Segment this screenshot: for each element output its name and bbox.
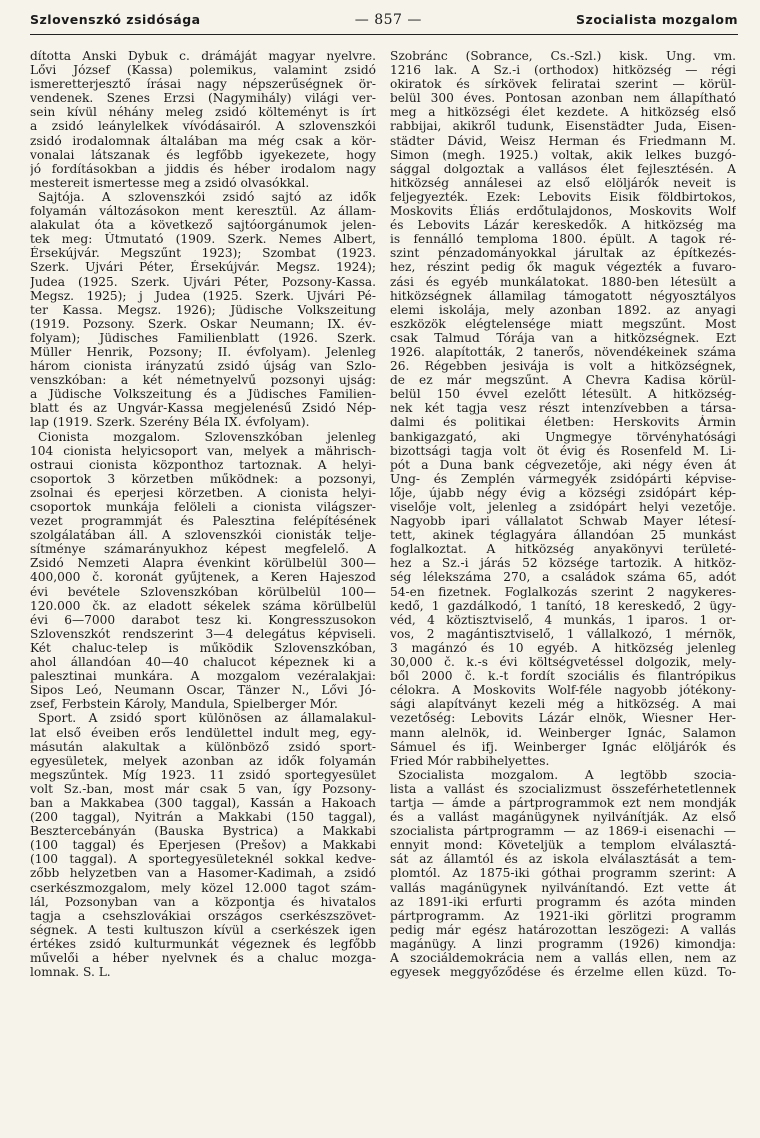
text-line: feljegyezték. Ezek: Lebovits Eisik földbirtokos,	[390, 189, 736, 204]
text-line: ségnek. A testi kultuszon kívül a cserkészek igen	[30, 922, 376, 937]
text-line: Judea (1925. Szerk. Ujvári Péter, Pozsony-Kassa.	[30, 274, 376, 289]
text-line: sági alapítványt kezeli még a hitközség. A mai	[390, 697, 736, 712]
text-line: tagja a csehszlovákiai országos cserkészszövet-	[30, 908, 376, 923]
text-line: zsolnai és eperjesi körzetben. A cionista helyi-	[30, 485, 376, 500]
text-line: Szerk. Ujvári Péter, Érsekújvár. Megsz. 1924);	[30, 260, 376, 275]
text-line: Moskovits Éliás erdőtulajdonos, Moskovits Wolf	[390, 204, 736, 219]
text-line: 400,000 č. koronát gyűjtenek, a Keren Hajeszod	[30, 570, 376, 585]
text-line: véd, 4 köztisztviselő, 4 munkás, 1 iparos. 1 or-	[390, 612, 736, 627]
text-line: ből 2000 č. k.-t fordít szociális és filantrópikus	[390, 669, 736, 684]
text-line: is fennálló temploma 1800. épült. A tagok ré-	[390, 232, 736, 247]
text-line: kedő, 1 gazdálkodó, 1 tanító, 18 kereskedő, 2 ügy-	[390, 598, 736, 613]
text-line: ismeretterjesztő írásai nagy népszerűségnek ör-	[30, 77, 376, 92]
text-line: Lővi József (Kassa) polemikus, valamint zsidó	[30, 63, 376, 78]
text-line: Cionista mozgalom. Szlovenszkóban jelenleg	[38, 429, 376, 444]
text-line: vezet programmját és Palesztina felépítésének	[30, 514, 376, 529]
text-line: és a vallást magánügynek nyilvánítják. Az első	[390, 810, 736, 825]
text-line: ban a Makkabea (300 taggal), Kassán a Hakoach	[30, 795, 376, 810]
text-line: foglalkoztat. A hitközség anyakönyvi területé-	[390, 542, 736, 557]
text-line: lál, Pozsonyban van a központja és hivatalos	[30, 894, 376, 909]
text-line: egyesek meggyőződése és érzelme ellen küzd. To-	[390, 965, 736, 980]
text-line: hez a Sz.-i járás 52 községe tartozik. A hitköz-	[390, 556, 736, 571]
text-line: vos, 2 magántisztviselő, 1 vállalkozó, 1 mérnök,	[390, 626, 736, 641]
text-line: Megsz. 1925); j Judea (1925. Szerk. Ujvári Pé-	[30, 288, 376, 303]
text-line: sággal dolgoztak a vallásos élet fejlesztésén. A	[390, 161, 736, 176]
text-line: ahol állandóan 40—40 chalucot képeznek ki a	[30, 655, 376, 670]
text-line: magánügy. A linzi programm (1926) kimondja:	[390, 936, 736, 951]
text-line: 54-en fizetnek. Foglalkozás szerint 2 nagykeres-	[390, 584, 736, 599]
text-line: évi 6—7000 darabot tesz ki. Kongresszusokon	[30, 612, 376, 627]
text-line: Sport. A zsidó sport különösen az államalakul-	[38, 711, 376, 726]
text-line: évi bevétele Szlovenszkóban körülbelül 100—	[30, 584, 376, 599]
text-line: 3 magánzó és 10 egyéb. A hitközség jelenleg	[390, 640, 736, 655]
text-line: nek két tagja vesz részt intenzívebben a társa-	[390, 401, 736, 416]
text-line: tartja — ámde a pártprogrammok ezt nem mondják	[390, 795, 736, 810]
text-line: szint pénzadományokkal járultak az építkezés-	[390, 246, 736, 261]
text-line: okiratok és sírkövek feliratai szerint — körül-	[390, 77, 736, 92]
text-line: cserkészmozgalom, mely közel 12.000 tagot szám-	[30, 880, 376, 895]
text-line: másután alakultak a különböző zsidó sport-	[30, 739, 376, 754]
text-line: hitközség annálesei az első elöljárók neveit is	[390, 175, 736, 190]
text-line: lomnak. S. L.	[30, 965, 111, 980]
text-line: ter Kassa. Megsz. 1926); Jüdische Volkszeitung	[30, 302, 376, 317]
text-line: Besztercebányán (Bauska Bystrica) a Makkabi	[30, 824, 376, 839]
text-line: vallás magánügynek nyilvánítandó. Ezt vette át	[390, 880, 736, 895]
text-line: tek meg: Útmutató (1909. Szerk. Nemes Albert,	[30, 232, 376, 247]
text-line: 120.000 čk. az eladott sékelek száma körülbelül	[30, 598, 376, 613]
text-line: sein kívül néhány meleg zsidó költeményt is írt	[30, 105, 376, 120]
text-line: städter Dávid, Weisz Herman és Friedmann M.	[390, 133, 736, 148]
text-line: vezetőség: Lebovits Lázár elnök, Wiesner Her-	[390, 711, 736, 726]
header-right-title: Szocialista mozgalom	[576, 12, 738, 27]
text-line: de ez már megszűnt. A Chevra Kadisa körül-	[390, 373, 736, 388]
text-line: tett, akinek téglagyára állandóan 25 munkást	[390, 528, 736, 543]
right-column	[390, 49, 736, 979]
text-line: A szociáldemokrácia nem a vallás ellen, nem az	[390, 951, 736, 965]
text-line: sát az államtól és az iskola elválasztását a tem-	[390, 852, 736, 867]
text-line: Sámuel és ifj. Weinberger Ignác elöljárók és	[390, 739, 736, 754]
text-line: és Lebovits Lázár kereskedők. A hitközség ma	[390, 218, 736, 233]
text-line: dalmi és politikai életben: Herskovits Ármin	[390, 415, 736, 430]
text-line: eszközök elégtelensége miatt megszűnt. Most	[390, 316, 736, 331]
text-line: Fried Mór rabbihelyettes.	[390, 753, 550, 768]
text-line: (200 taggal), Nyitrán a Makkabi (150 taggal),	[30, 810, 376, 825]
text-line: mann alelnök, id. Weinberger Ignác, Salamon	[390, 725, 736, 740]
text-line: ség lélekszáma 270, a családok száma 65, adót	[390, 570, 736, 585]
running-header	[30, 12, 738, 35]
text-line: lat első éveiben erős lendülettel indult meg, egy-	[30, 725, 376, 740]
text-line: belül 300 éves. Pontosan azonban nem állapítható	[390, 91, 736, 106]
text-line: plomtól. Az 1875-iki góthai programm szerint: A	[390, 866, 736, 881]
text-line: az 1891-iki erfurti programm és azóta minden	[390, 894, 736, 909]
text-line: Érsekújvár. Megszűnt 1923); Szombat (1923.	[30, 246, 376, 261]
text-line: folyamán változásokon ment keresztül. Az állam-	[30, 204, 376, 219]
text-line: zsef, Ferbstein Károly, Mandula, Spielberger Mór.	[30, 697, 338, 712]
text-line: 26. Régebben jesivája is volt a hitközségnek,	[390, 359, 736, 374]
text-line: vonalai látszanak és legfőbb igyekezete, hogy	[30, 147, 376, 162]
text-line: Müller Henrik, Pozsony; II. évfolyam). Jelenleg	[30, 344, 376, 359]
text-line: három cionista irányzatú zsidó újság van Szlo-	[30, 359, 376, 374]
text-line: 1216 lak. A Sz.-i (orthodox) hitközség — régi	[390, 63, 736, 78]
text-line: jó fordításokban a jiddis és héber irodalom nagy	[30, 161, 376, 176]
text-line: 104 cionista helyicsoport van, melyek a mährisch-	[30, 443, 376, 458]
text-line: Szobránc (Sobrance, Cs.-Szl.) kisk. Ung. vm.	[390, 49, 736, 63]
text-line: Két chaluc-telep is működik Szlovenszkóban,	[30, 640, 376, 655]
text-line: volt Sz.-ban, most már csak 5 van, így Pozsony-	[30, 781, 376, 796]
text-line: csoportok 3 körzetben működnek: a pozsonyi,	[30, 471, 376, 486]
text-line: értékes zsidó kulturmunkát végeznek és legfőbb	[30, 936, 376, 951]
page-number: — 857 —	[354, 12, 422, 28]
text-line: lője, újabb négy évig a községi zsidópárt kép-	[390, 485, 736, 500]
text-line: meg a hitközségi élet kezdete. A hitközség első	[390, 105, 736, 120]
text-columns	[30, 49, 738, 979]
text-line: zási és egyéb munkálatokat. 1880-ben létesült a	[390, 274, 736, 289]
text-line: Nagyobb ipari vállalatot Schwab Mayer létesí-	[390, 514, 736, 529]
text-line: Zsidó Nemzeti Alapra évenkint körülbelül 300—	[30, 556, 376, 571]
text-line: elemi iskolája, mely azonban 1892. az anyagi	[390, 302, 736, 317]
text-line: sítménye számarányukhoz képest megfelelő. A	[30, 542, 376, 557]
text-line: lista a vallást és szocializmust összeférhetetlennek	[390, 781, 736, 796]
text-line: csoportok munkája felöleli a cionista világszer-	[30, 500, 376, 514]
text-line: alakulat óta a következő sajtóorgánumok jelen-	[30, 218, 376, 233]
text-line: zsidó irodalomnak általában ma még csak a kör-	[30, 133, 376, 148]
text-line: pártprogramm. Az 1921-iki görlitzi programm	[390, 908, 736, 923]
text-line: hitközségnek államilag támogatott négyosztályos	[390, 288, 736, 303]
text-line: hez, részint pedig ők maguk végezték a fuvaro-	[390, 260, 736, 275]
text-line: venszkóban: a két németnyelvű pozsonyi ujság:	[30, 373, 376, 388]
text-line: folyam); Jüdisches Familienblatt (1926. Szerk.	[30, 330, 376, 345]
text-line: rabbijai, akikről tudunk, Eisenstädter Juda, Eisen-	[390, 119, 736, 134]
text-line: lap (1919. Szerk. Szerény Béla IX. évfolyam).	[30, 415, 310, 430]
text-line: Simon (megh. 1925.) voltak, akik lelkes buzgó-	[390, 147, 736, 162]
text-line: a zsidó leánylelkek vívódásairól. A szlovenszkói	[30, 119, 376, 134]
text-line: ostraui cionista központhoz tartoznak. A helyi-	[30, 457, 376, 472]
text-line: viselője volt, jelenleg a zsidópárt helyi vezetője.	[390, 500, 736, 514]
text-line: a Jüdische Volkszeitung és a Jüdisches Familien-	[30, 387, 376, 402]
text-line: művelői a héber nyelvnek és a chaluc mozga-	[30, 951, 376, 965]
text-line: vendenek. Szenes Erzsi (Nagymihály) világi ver-	[30, 91, 376, 106]
text-line: bankigazgató, aki Ungmegye törvényhatósági	[390, 429, 736, 444]
text-line: pedig már egész határozottan leszögezi: A vallás	[390, 922, 736, 937]
left-column	[30, 49, 376, 979]
text-line: Sajtója. A szlovenszkói zsidó sajtó az idők	[38, 189, 376, 204]
text-line: 30,000 č. k.-s évi költségvetéssel dolgozik, mely-	[390, 655, 736, 670]
text-line: szolgálatában áll. A szlovenszkói cionisták telje-	[30, 528, 376, 543]
text-line: (100 taggal) és Eperjesen (Prešov) a Makkabi	[30, 838, 376, 853]
text-line: megszűntek. Míg 1923. 11 zsidó sportegyesület	[30, 767, 376, 782]
header-left-title: Szlovenszkó zsidósága	[30, 12, 201, 27]
text-line: Szlovenszkót rendszerint 3—4 delegátus képviseli.	[30, 626, 376, 641]
text-line: Szocialista mozgalom. A legtöbb szocia-	[398, 767, 736, 782]
text-line: egyesületek, melyek azonban az idők folyamán	[30, 753, 376, 768]
text-line: zőbb helyzetben van a Hasomer-Kadimah, a zsidó	[30, 866, 376, 881]
text-line: mestereit ismertesse meg a zsidó olvasókkal.	[30, 175, 310, 190]
text-line: palesztinai munkára. A mozgalom vezéralakjai:	[30, 669, 376, 684]
text-line: belül 150 évvel ezelőtt létesült. A hitközség-	[390, 387, 736, 402]
text-line: csak Talmud Tórája van a hitközségnek. Ezt	[390, 330, 736, 345]
text-line: (100 taggal). A sportegyesületeknél sokkal kedve-	[30, 852, 376, 867]
text-line: Ung- és Zemplén vármegyék zsidópárti képvise-	[390, 471, 736, 486]
text-line: 1926. alapították, 2 tanerős, növendékeinek száma	[390, 344, 736, 359]
text-line: pót a Duna bank cégvezetője, aki négy éven át	[390, 457, 736, 472]
text-line: (1919. Pozsony. Szerk. Oskar Neumann; IX. év-	[30, 316, 376, 331]
text-line: szocialista pártprogramm — az 1869-i eisenachi —	[390, 824, 736, 839]
text-line: bizottsági tagja volt öt évig és Rosenfeld M. Li-	[390, 443, 736, 458]
text-line: célokra. A Moskovits Wolf-féle nagyobb jótékony-	[390, 683, 736, 698]
text-line: blatt és az Ungvár-Kassa megjelenésű Zsidó Nép-	[30, 401, 376, 416]
text-line: Sipos Leó, Neumann Oscar, Tänzer N., Lővi Jó-	[30, 683, 376, 698]
text-line: ennyit mond: Követeljük a templom elválasztá-	[390, 838, 736, 853]
text-line: dította Anski Dybuk c. drámáját magyar nyelvre.	[30, 49, 376, 63]
